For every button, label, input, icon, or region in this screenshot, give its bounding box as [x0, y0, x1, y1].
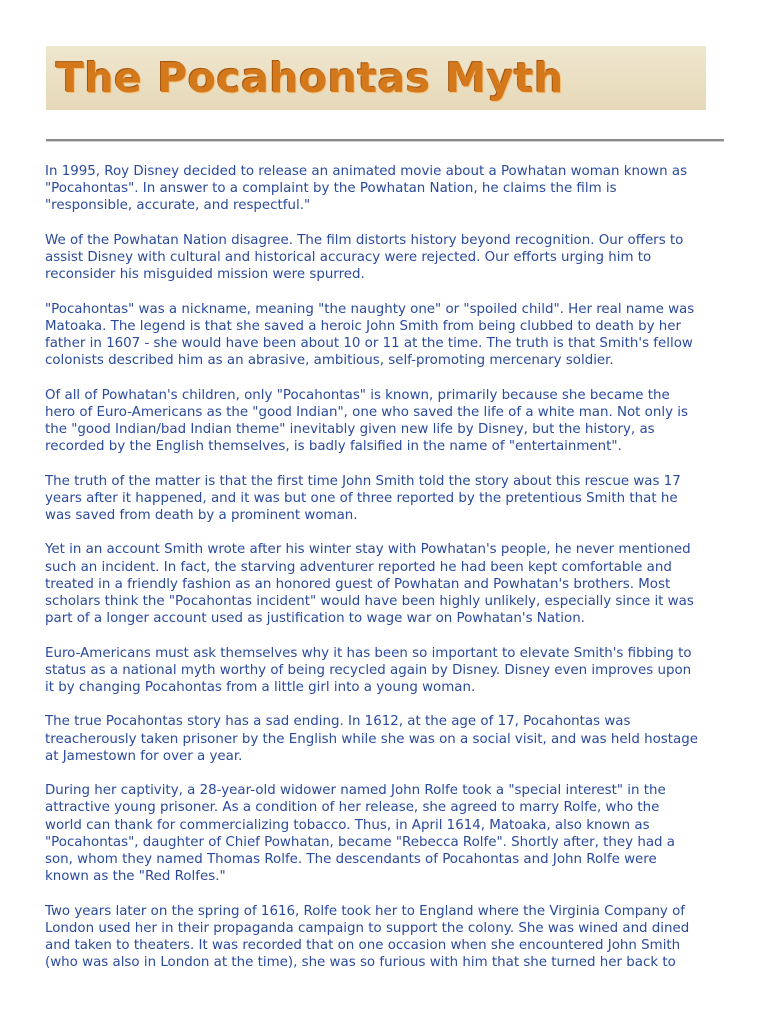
paragraph-line: We of the Powhatan Nation disagree. The film distorts history beyond recognition. Our offers to [45, 232, 684, 248]
article-paragraph [45, 301, 725, 370]
paragraph-line: father in 1607 - she would have been about 10 or 11 at the time. The truth is that Smith's fellow [45, 336, 693, 351]
paragraph-line: at Jamestown for over a year. [45, 748, 243, 764]
paragraph-line: "Pocahontas" was a nickname, meaning "the naughty one" or "spoiled child". Her real name was [45, 301, 695, 317]
paragraph-line: The truth of the matter is that the first time John Smith told the story about this rescue was 17 [45, 473, 681, 489]
paragraph-line: was saved from death by a prominent woman. [45, 508, 358, 523]
article-paragraph [45, 782, 725, 885]
paragraph-line: hero of Euro-Americans as the "good Indian", one who saved the life of a white man. Not only is [45, 404, 688, 420]
article-paragraph [45, 473, 725, 525]
paragraph-line: Euro-Americans must ask themselves why it has been so important to elevate Smith's fibbing to [45, 645, 692, 661]
paragraph-line: "responsible, accurate, and respectful." [45, 198, 311, 214]
paragraph-line: The true Pocahontas story has a sad ending. In 1612, at the age of 17, Pocahontas was [45, 714, 631, 730]
paragraph-line: son, whom they named Thomas Rolfe. The descendants of Pocahontas and John Rolfe were [45, 852, 657, 867]
article-paragraph [45, 541, 725, 627]
paragraph-line: the "good Indian/bad Indian theme" inevitably given new life by Disney, but the history, as [45, 422, 655, 437]
paragraph-line: Yet in an account Smith wrote after his winter stay with Powhatan's people, he never mentioned [45, 542, 691, 558]
paragraph-line: and taken to theaters. It was recorded that on one occasion when she encountered John Smith [45, 938, 681, 953]
paragraph-line: treacherously taken prisoner by the English while she was on a social visit, and was held hostage [45, 731, 698, 747]
paragraph-line: colonists described him as an abrasive, ambitious, self-promoting mercenary soldier. [45, 353, 614, 369]
article-paragraph [45, 713, 725, 765]
paragraph-line: part of a longer account used as justification to wage war on Powhatan's Nation. [45, 611, 585, 627]
paragraph-line: "Pocahontas", daughter of Chief Powhatan, became "Rebecca Rolfe". Shortly after, they had a [45, 834, 675, 850]
paragraph-line: scholars think the "Pocahontas incident" would have been highly unlikely, especially since it was [45, 594, 694, 609]
article-paragraph [45, 903, 725, 972]
paragraph-line: In 1995, Roy Disney decided to release an animated movie about a Powhatan woman known as [45, 164, 688, 179]
paragraph-line: reconsider his misguided mission were spurred. [45, 267, 365, 283]
paragraph-line: recorded by the English themselves, is badly falsified in the name of "entertainment". [45, 439, 622, 455]
paragraph-line: status as a national myth worthy of being recycled again by Disney. Disney even improves upon [45, 662, 692, 678]
paragraph-line: (who was also in London at the time), she was so furious with him that she turned her back to [45, 955, 676, 971]
header-divider [46, 139, 724, 142]
article-body [45, 163, 725, 989]
paragraph-line: Two years later on the spring of 1616, Rolfe took her to England where the Virginia Company of [45, 903, 686, 919]
paragraph-line: Matoaka. The legend is that she saved a heroic John Smith from being clubbed to death by her [45, 318, 682, 334]
page-title: The Pocahontas Myth [56, 54, 564, 102]
paragraph-line: world can thank for commercializing tobacco. Thus, in April 1614, Matoaka, also known as [45, 817, 650, 833]
article-paragraph [45, 232, 725, 284]
paragraph-line: known as the "Red Rolfes." [45, 869, 226, 885]
paragraph-line: Of all of Powhatan's children, only "Pocahontas" is known, primarily because she became the [45, 387, 670, 403]
paragraph-line: such an incident. In fact, the starving adventurer reported he had been kept comfortable and [45, 559, 672, 575]
paragraph-line: During her captivity, a 28-year-old widower named John Rolfe took a "special interest" in the [45, 783, 666, 799]
paragraph-line: "Pocahontas". In answer to a complaint by the Powhatan Nation, he claims the film is [45, 181, 617, 197]
article-paragraph [45, 163, 725, 215]
paragraph-line: it by changing Pocahontas from a little girl into a young woman. [45, 680, 476, 695]
paragraph-line: attractive young prisoner. As a condition of her release, she agreed to marry Rolfe, who the [45, 800, 660, 816]
paragraph-line: treated in a friendly fashion as an honored guest of Powhatan and Powhatan's brothers. Most [45, 576, 671, 592]
paragraph-line: London used her in their propaganda campaign to support the colony. She was wined and dined [45, 920, 690, 936]
title-banner [46, 46, 706, 110]
paragraph-line: assist Disney with cultural and historical accuracy were rejected. Our efforts urging him to [45, 250, 652, 265]
article-paragraph [45, 387, 725, 456]
article-paragraph [45, 645, 725, 697]
paragraph-line: years after it happened, and it was but one of three reported by the pretentious Smith that he [45, 490, 678, 506]
